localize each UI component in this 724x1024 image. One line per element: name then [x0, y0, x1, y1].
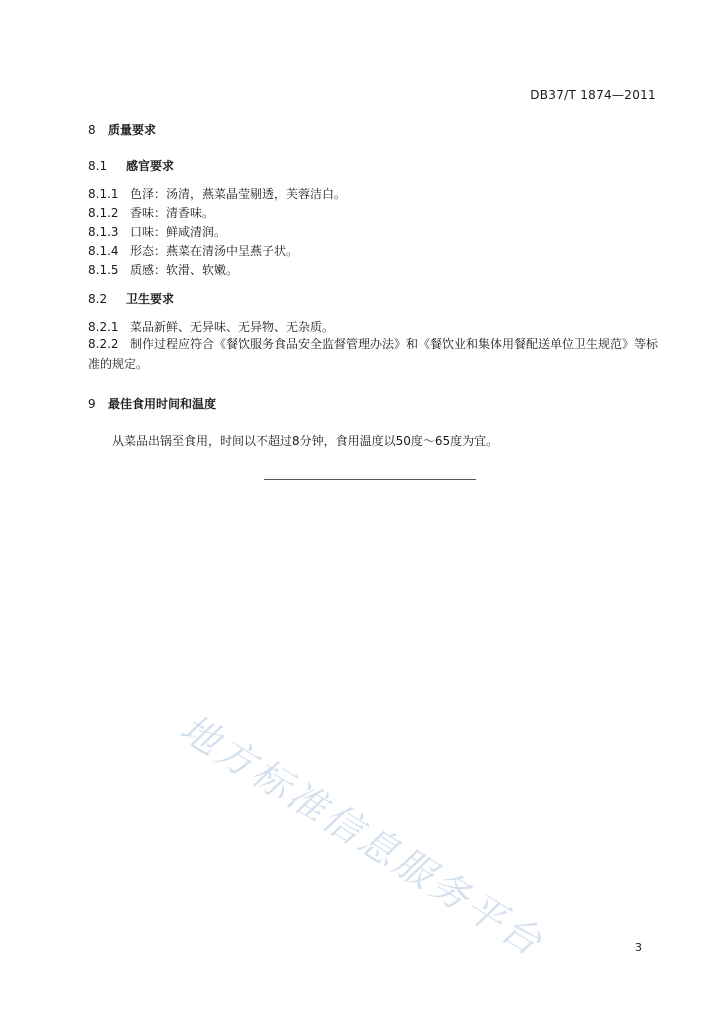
clause-text: 口味：鲜咸清润。 [130, 225, 227, 239]
clause-text: 菜品新鲜、无异味、无异物、无杂质。 [130, 320, 335, 334]
end-rule [264, 479, 476, 480]
clause-number: 8.1.4 [88, 244, 119, 258]
clause-8-2-1 [88, 318, 334, 335]
clause-number: 8.1.3 [88, 225, 119, 239]
clause-number: 8.2.2 [88, 337, 119, 351]
section-title: 最佳食用时间和温度 [108, 397, 217, 411]
clause-number: 8.1.5 [88, 263, 119, 277]
section-number: 8.1 [88, 159, 108, 173]
section-number: 9 [88, 397, 96, 411]
clause-8-1-1 [88, 185, 346, 202]
section-number: 8.2 [88, 292, 108, 306]
section-8-1-heading [88, 157, 174, 174]
clause-text: 色泽：汤清，燕菜晶莹剔透，芙蓉洁白。 [130, 187, 347, 201]
section-8-2-heading [88, 290, 174, 307]
section-title: 卫生要求 [126, 292, 175, 306]
clause-text: 形态：燕菜在清汤中呈燕子状。 [130, 244, 299, 258]
watermark: 地方标准信息服务平台 [172, 705, 552, 966]
clause-8-1-5 [88, 261, 238, 278]
clause-8-1-2 [88, 204, 214, 221]
clause-text: 香味：清香味。 [130, 206, 215, 220]
clause-number: 8.2.1 [88, 320, 119, 334]
section-8-heading [88, 121, 156, 138]
section-9-heading [88, 395, 216, 412]
section-9-body: 从菜品出锅至食用，时间以不超过8分钟，食用温度以50度～65度为宜。 [112, 434, 499, 448]
clause-number: 8.1.1 [88, 187, 119, 201]
clause-8-2-2 [88, 334, 658, 374]
section-number: 8 [88, 123, 96, 137]
document-code: DB37/T 1874—2011 [530, 88, 656, 102]
page-number: 3 [635, 941, 642, 954]
clause-text: 质感：软滑、软嫩。 [130, 263, 239, 277]
clause-number: 8.1.2 [88, 206, 119, 220]
section-title: 感官要求 [126, 159, 175, 173]
clause-8-1-3 [88, 223, 226, 240]
section-title: 质量要求 [108, 123, 157, 137]
clause-8-1-4 [88, 242, 298, 259]
clause-text: 制作过程应符合《餐饮服务食品安全监督管理办法》和《餐饮业和集体用餐配送单位卫生规范》等标准的规定。 [88, 337, 659, 371]
